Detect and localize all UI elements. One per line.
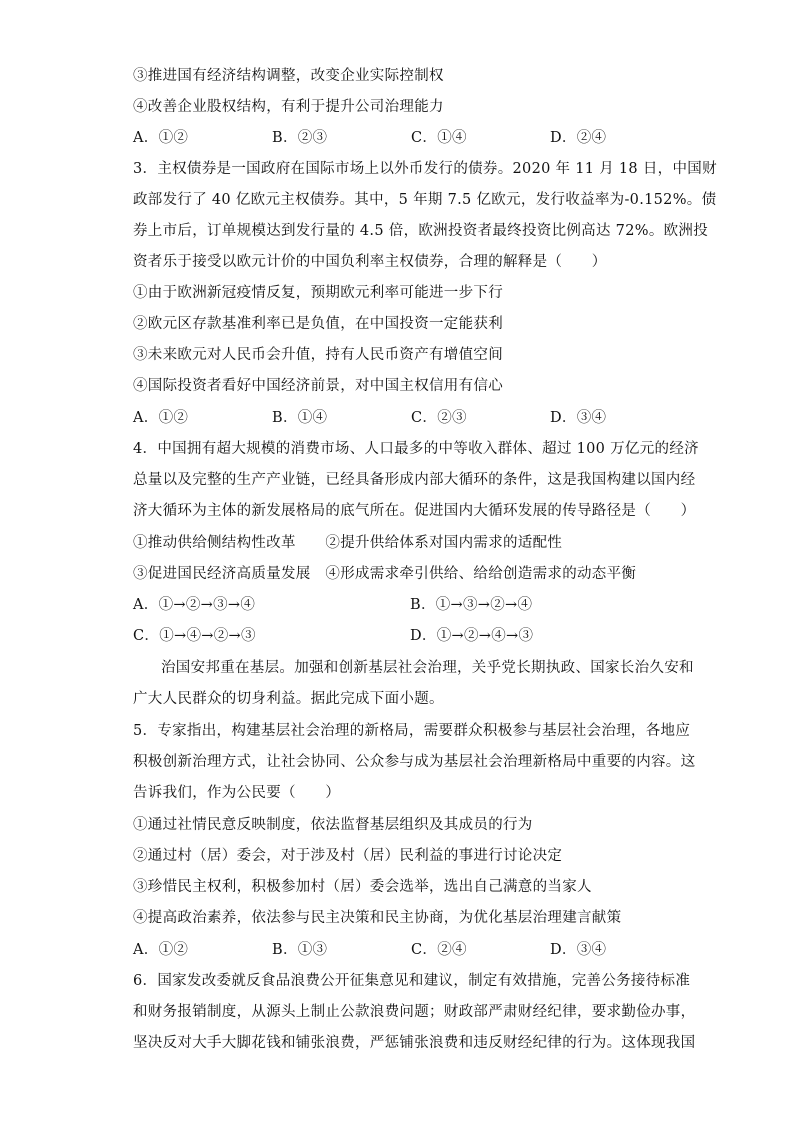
q4-stem-line: 总量以及完整的生产产业链，已经具备形成内部大循环的条件，这是我国构建以国内经: [133, 472, 696, 488]
q4-option-c: C．①→④→②→③: [133, 628, 256, 644]
q3-statement-4: ④国际投资者看好中国经济前景，对中国主权信用有信心: [133, 378, 503, 394]
q3-option-b: B．①④: [272, 410, 328, 426]
q5-statement-2: ②通过村（居）委会，对于涉及村（居）民利益的事进行讨论决定: [133, 848, 563, 864]
q6-stem-line: 坚决反对大手大脚花钱和铺张浪费，严惩铺张浪费和违反财经纪律的行为。这体现我国: [133, 1035, 696, 1051]
q5-stem-line: 积极创新治理方式，让社会协同、公众参与成为基层社会治理新格局中重要的内容。这: [133, 754, 696, 770]
q2-option-a: A．①②: [133, 130, 189, 146]
q5-option-b: B．①③: [272, 942, 328, 958]
q5-option-d: D．③④: [550, 942, 607, 958]
q3-stem-line: 资者乐于接受以欧元计价的中国负利率主权债券，合理的解释是（ ）: [133, 254, 607, 270]
q4-stem-line: 济大循环为主体的新发展格局的底气所在。促进国内大循环发展的传导路径是（ ）: [133, 503, 696, 519]
q2-option-c: C．①④: [411, 130, 467, 146]
q2-statement-4: ④改善企业股权结构，有利于提升公司治理能力: [133, 99, 444, 115]
q3-statement-3: ③未来欧元对人民币会升值，持有人民币资产有增值空间: [133, 347, 503, 363]
q3-options: [133, 408, 693, 428]
q5-stem-line: 5．专家指出，构建基层社会治理的新格局，需要群众积极参与基层社会治理，各地应: [133, 723, 691, 739]
q5-stem-line: 告诉我们，作为公民要（ ）: [133, 785, 341, 801]
q3-stem-line: 政部发行了 40 亿欧元主权债券。其中，5 年期 7.5 亿欧元，发行收益率为-0.152%。债: [133, 192, 717, 208]
q4-option-b: B．①→③→②→④: [410, 597, 533, 613]
q4-statements-3-4: ③促进国民经济高质量发展 ④形成需求牵引供给、给给创造需求的动态平衡: [133, 566, 637, 582]
q3-option-a: A．①②: [133, 410, 189, 426]
q4-statements-1-2: ①推动供给侧结构性改革 ②提升供给体系对国内需求的适配性: [133, 535, 563, 551]
q5-option-c: C．②④: [411, 942, 467, 958]
q2-option-b: B．②③: [272, 130, 328, 146]
q2-statement-3: ③推进国有经济结构调整，改变企业实际控制权: [133, 68, 444, 84]
material-intro-line: 广大人民群众的切身利益。据此完成下面小题。: [133, 691, 444, 707]
q3-option-c: C．②③: [411, 410, 467, 426]
q3-statement-1: ①由于欧洲新冠疫情反复，预期欧元利率可能进一步下行: [133, 285, 503, 301]
q4-option-a: A．①→②→③→④: [133, 597, 256, 613]
q2-option-d: D．②④: [550, 130, 607, 146]
q4-options-row-1: [133, 595, 693, 615]
q5-option-a: A．①②: [133, 942, 189, 958]
material-intro-line: 治国安邦重在基层。加强和创新基层社会治理，关乎党长期执政、国家长治久安和: [161, 660, 694, 676]
q5-statement-4: ④提高政治素养，依法参与民主决策和民主协商，为优化基层治理建言献策: [133, 910, 622, 926]
q5-statement-3: ③珍惜民主权利，积极参加村（居）委会选举，选出自己满意的当家人: [133, 879, 592, 895]
q4-stem-line: 4．中国拥有超大规模的消费市场、人口最多的中等收入群体、超过 100 万亿元的经济: [133, 441, 699, 457]
q3-statement-2: ②欧元区存款基准利率已是负值，在中国投资一定能获利: [133, 316, 503, 332]
q4-options-row-2: [133, 626, 693, 646]
q6-stem-line: 6．国家发改委就反食品浪费公开征集意见和建议，制定有效措施，完善公务接待标准: [133, 973, 691, 989]
q2-options: [133, 128, 693, 148]
q4-option-d: D．①→②→④→③: [410, 628, 534, 644]
q5-statement-1: ①通过社情民意反映制度，依法监督基层组织及其成员的行为: [133, 817, 533, 833]
q3-stem-line: 券上市后，订单规模达到发行量的 4.5 倍，欧洲投资者最终投资比例高达 72%。欧洲投: [133, 223, 709, 239]
q3-stem-line: 3．主权债券是一国政府在国际市场上以外币发行的债券。2020 年 11 月 18 日，中国财: [133, 161, 717, 177]
q6-stem-line: 和财务报销制度，从源头上制止公款浪费问题；财政部严肃财经纪律，要求勤俭办事，: [133, 1004, 696, 1020]
q3-option-d: D．③④: [550, 410, 607, 426]
q5-options: [133, 940, 693, 960]
